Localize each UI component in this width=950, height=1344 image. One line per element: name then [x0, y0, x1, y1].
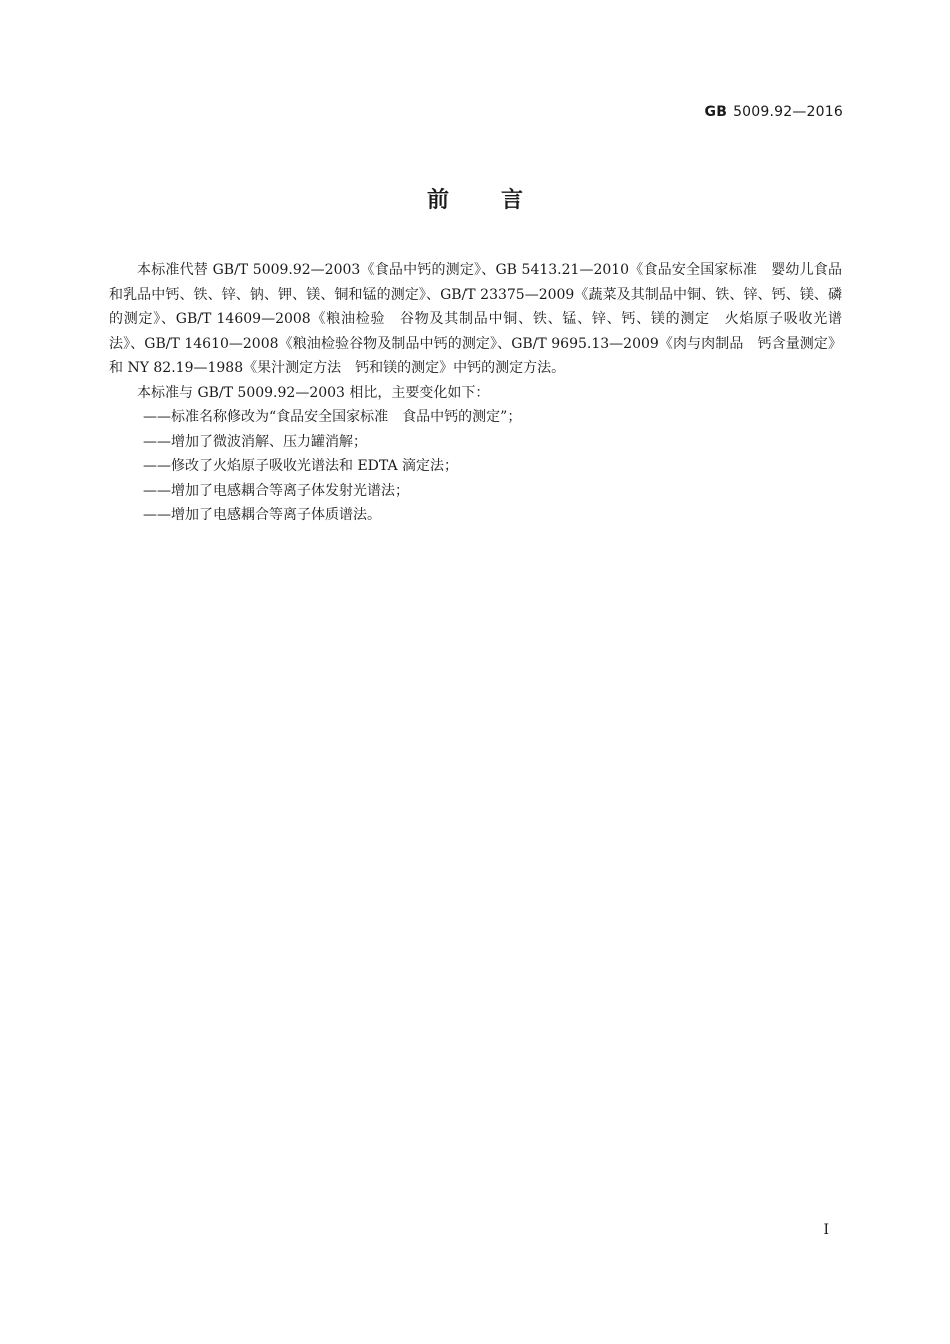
- change-item: ——修改了火焰原子吸收光谱法和 EDTA 滴定法；: [143, 458, 459, 474]
- change-item: ——增加了电感耦合等离子体发射光谱法；: [143, 482, 409, 499]
- page-title: [0, 183, 950, 214]
- paragraph-replaces: 本标准代替 GB/T 5009.92—2003《食品中钙的测定》、GB 5413.21—2010《食品安全国家标准 婴幼儿食品和乳品中钙、铁、锌、钠、钾、镁、铜和锰的测定》、GB/T 23375—2009《蔬菜及其制品中铜、铁、锌、钙、镁、磷的测定》、GB/T 14609—2008《粮油检验 谷物及其制品中铜、铁、锰、锌、钙、镁的测定 火焰原子吸收光谱法》、GB/T 14610—2008《粮油检验谷物及制品中钙的测定》、GB/T 9695.13—2009《肉与肉制品 钙含量测定》和 NY 82.19—1988《果汁测定方法 钙和镁的测定》中钙的测定方法。: [109, 262, 842, 376]
- title-char-2: 言: [501, 188, 524, 213]
- standard-prefix: GB: [704, 104, 728, 120]
- standard-code: [705, 104, 844, 120]
- title-char-1: 前: [426, 188, 449, 213]
- page-number: I: [823, 1222, 829, 1238]
- change-item: ——增加了微波消解、压力罐消解；: [143, 433, 367, 450]
- standard-number: 5009.92—2016: [733, 104, 843, 120]
- paragraph-changes-intro: 本标准与 GB/T 5009.92—2003 相比，主要变化如下：: [137, 384, 490, 401]
- foreword-body: [109, 258, 842, 528]
- change-item: ——标准名称修改为“食品安全国家标准 食品中钙的测定”；: [143, 409, 522, 425]
- change-item: ——增加了电感耦合等离子体质谱法。: [143, 507, 381, 523]
